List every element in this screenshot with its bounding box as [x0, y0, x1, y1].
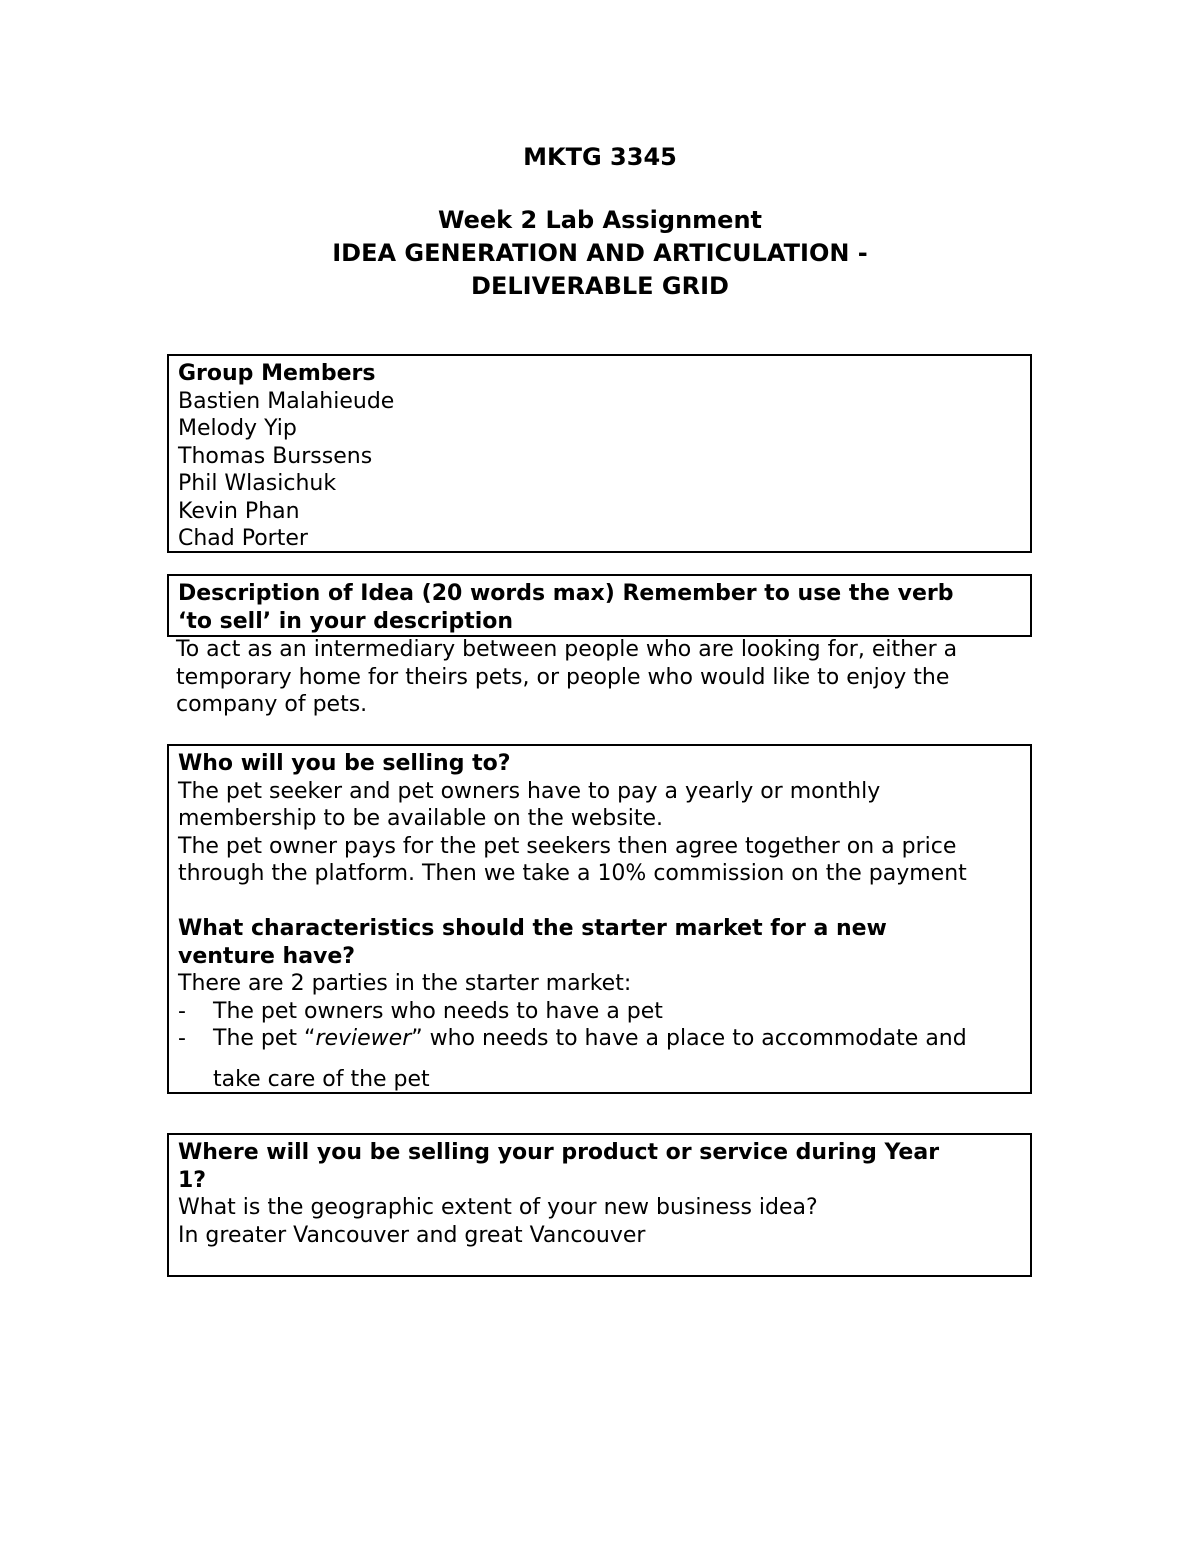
- bullet-item: [178, 998, 1022, 1026]
- characteristics-heading-line1: What characteristics should the starter market for a new: [178, 916, 887, 941]
- group-members-box: [167, 354, 1032, 553]
- bullet-dash: -: [178, 998, 186, 1024]
- description-text-line: company of pets.: [176, 692, 368, 717]
- doc-title-line1: IDEA GENERATION AND ARTICULATION -: [332, 239, 868, 267]
- bullet-dash: -: [178, 1026, 186, 1051]
- bullet-text-suffix: ” who needs to have a place to accommodate and: [411, 1026, 967, 1051]
- group-member: Kevin Phan: [178, 498, 300, 524]
- assignment-title: Week 2 Lab Assignment: [437, 206, 763, 234]
- where-heading-line1: Where will you be selling your product or service during Year: [178, 1140, 940, 1165]
- description-text-line: To act as an intermediary between people who are looking for, either a: [176, 637, 958, 662]
- group-member: Melody Yip: [178, 416, 297, 441]
- bullet-text-continuation: take care of the pet: [213, 1066, 430, 1092]
- group-member: Bastien Malahieude: [178, 388, 395, 414]
- group-member: Thomas Burssens: [178, 443, 373, 469]
- characteristics-heading-line2: venture have?: [178, 943, 356, 969]
- description-heading-line1: Description of Idea (20 words max) Remember to use the verb: [178, 581, 954, 606]
- where-selling-box: [167, 1133, 1032, 1277]
- bullet-text: The pet owners who needs to have a pet: [213, 998, 663, 1024]
- course-code: MKTG 3345: [523, 143, 677, 171]
- description-heading-box: [167, 574, 1032, 637]
- membership-line1: The pet seeker and pet owners have to pay a yearly or monthly: [178, 778, 881, 804]
- geographic-question: What is the geographic extent of your new business idea?: [178, 1195, 818, 1220]
- group-member: Chad Porter: [178, 526, 308, 551]
- group-members-heading: Group Members: [178, 361, 376, 386]
- where-heading-line2: 1?: [178, 1167, 207, 1193]
- description-heading-line2: ‘to sell’ in your description: [178, 608, 514, 634]
- group-member: Phil Wlasichuk: [178, 471, 337, 496]
- selling-to-heading: Who will you be selling to?: [178, 751, 511, 776]
- membership-line2: membership to be available on the website.: [178, 806, 663, 831]
- paragraph-spacer: [178, 888, 1022, 916]
- commission-line1: The pet owner pays for the pet seekers then agree together on a price: [178, 833, 957, 859]
- bullet-text-prefix: The pet “: [213, 1026, 316, 1051]
- parties-intro: There are 2 parties in the starter market:: [178, 971, 632, 996]
- description-text: [176, 636, 1026, 719]
- bullet-text-italic: reviewer: [315, 1026, 412, 1051]
- doc-title-line2: DELIVERABLE GRID: [471, 272, 729, 300]
- commission-line2: through the platform. Then we take a 10% commission on the payment: [178, 861, 967, 886]
- selling-to-box: [167, 744, 1032, 1094]
- bullet-item: [178, 1025, 1022, 1053]
- geographic-answer: In greater Vancouver and great Vancouver: [178, 1222, 646, 1248]
- description-text-line: temporary home for theirs pets, or people who would like to enjoy the: [176, 664, 950, 690]
